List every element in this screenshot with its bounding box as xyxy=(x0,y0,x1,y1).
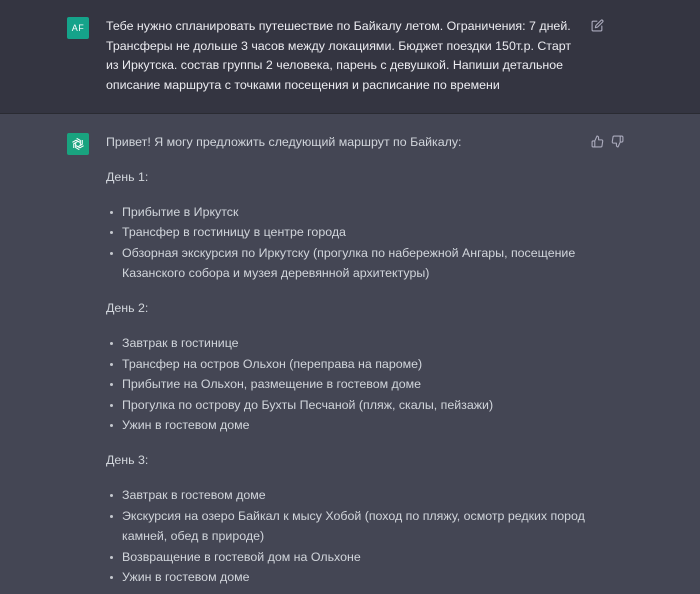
list-item-continuation: Казанского собора и музея деревянной архитектуры) xyxy=(122,266,430,280)
thumbs-down-button[interactable] xyxy=(610,134,624,148)
bullet-marker xyxy=(110,342,113,345)
assistant-intro: Привет! Я могу предложить следующий маршрут по Байкалу: xyxy=(106,135,462,149)
list-item: Возвращение в гостевой дом на Ольхоне xyxy=(122,550,361,564)
bullet-marker xyxy=(110,404,113,407)
thumbs-down-icon xyxy=(611,135,624,148)
bullet-marker xyxy=(110,556,113,559)
bullet-marker xyxy=(110,211,113,214)
list-item: Завтрак в гостинице xyxy=(122,336,239,350)
user-message-text: Тебе нужно спланировать путешествие по Байкалу летом. Ограничения: 7 дней. Трансферы не дольше 3 часов между локациями. Бюджет поездки 150т.р. Старт из Иркутска. состав группы 2 человека, парень с девушкой. Напиши детальное описание маршрута с точками посещения и расписание по времени xyxy=(106,19,572,92)
thumbs-up-button[interactable] xyxy=(590,134,604,148)
user-avatar xyxy=(67,17,89,39)
bullet-marker xyxy=(110,252,113,255)
edit-message-button[interactable] xyxy=(590,18,604,32)
list-item: Прогулка по острову до Бухты Песчаной (пляж, скалы, пейзажи) xyxy=(122,398,494,412)
user-avatar-initials: AF xyxy=(71,23,85,33)
day-1-title: День 1: xyxy=(106,170,149,184)
bullet-marker xyxy=(110,424,113,427)
bullet-marker xyxy=(110,363,113,366)
thumbs-up-icon xyxy=(591,135,604,148)
bullet-marker xyxy=(110,383,113,386)
list-item: Обзорная экскурсия по Иркутску (прогулка по набережной Ангары, посещение xyxy=(122,246,576,260)
list-item: Ужин в гостевом доме xyxy=(122,570,250,584)
list-item: Экскурсия на озеро Байкал к мысу Хобой (поход по пляжу, осмотр редких пород xyxy=(122,509,585,523)
list-item: Трансфер в гостиницу в центре города xyxy=(122,225,346,239)
bullet-marker xyxy=(110,231,113,234)
list-item: Ужин в гостевом доме xyxy=(122,418,250,432)
edit-icon xyxy=(591,19,604,32)
day-2-title: День 2: xyxy=(106,301,149,315)
user-message xyxy=(0,0,700,114)
list-item-continuation: камней, обед в природе) xyxy=(122,529,265,543)
list-item: Завтрак в гостевом доме xyxy=(122,488,266,502)
assistant-avatar xyxy=(67,133,89,155)
day-3-title: День 3: xyxy=(106,453,149,467)
list-item: Прибытие в Иркутск xyxy=(122,205,239,219)
bullet-marker xyxy=(110,494,113,497)
list-item: Прибытие на Ольхон, размещение в гостевом доме xyxy=(122,377,422,391)
openai-logo-icon xyxy=(70,136,86,152)
bullet-marker xyxy=(110,515,113,518)
list-item: Трансфер на остров Ольхон (переправа на пароме) xyxy=(122,357,423,371)
bullet-marker xyxy=(110,576,113,579)
